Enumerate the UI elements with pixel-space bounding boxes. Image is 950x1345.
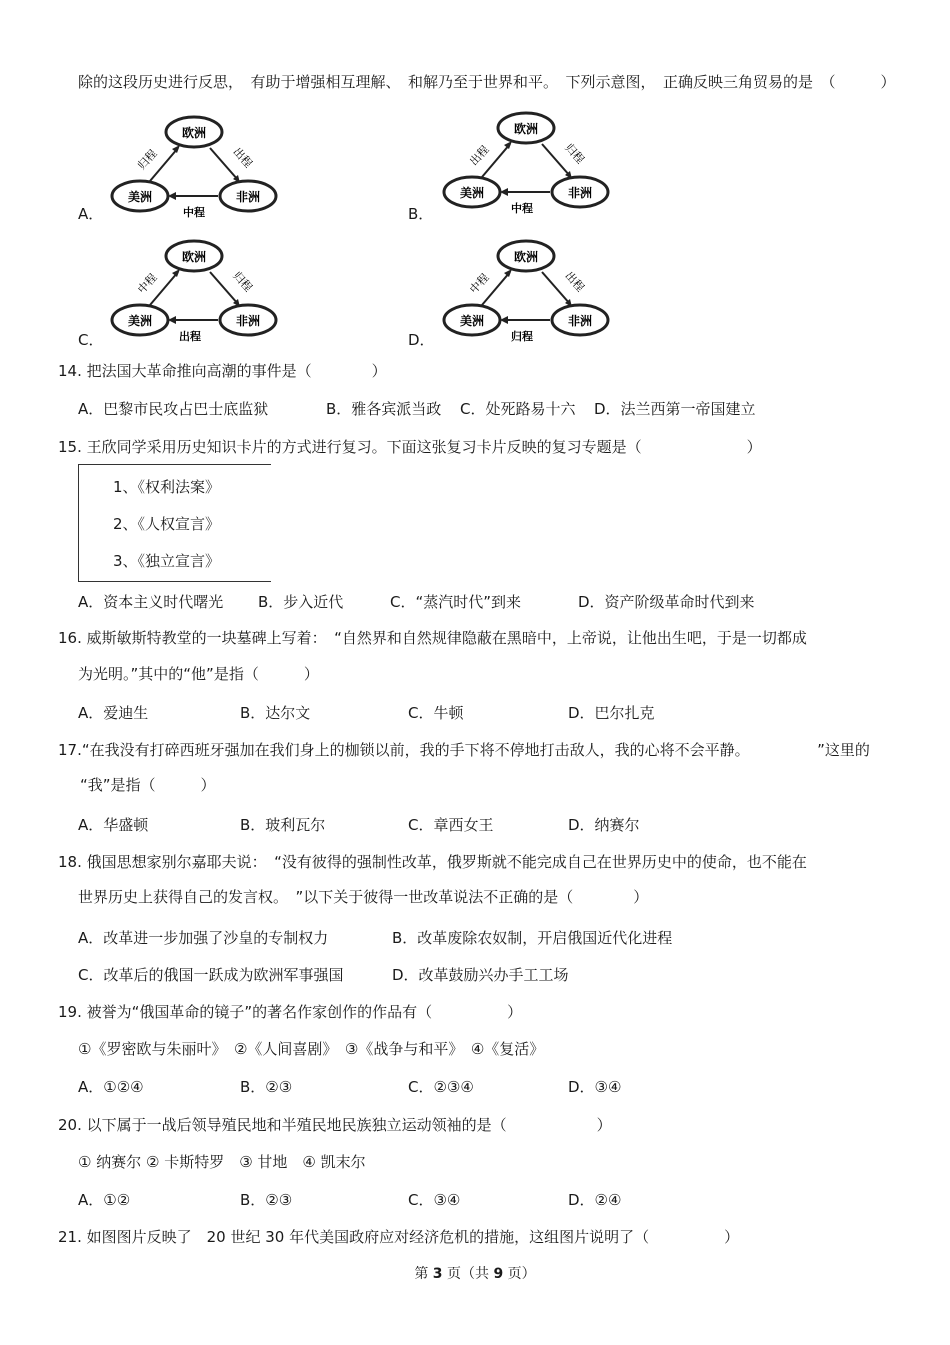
node-america-label: 美洲 xyxy=(459,186,485,200)
node-africa-label: 非洲 xyxy=(235,190,261,204)
q20-option-c[interactable]: C．③④ xyxy=(408,1191,461,1209)
node-africa-label: 非洲 xyxy=(567,186,593,200)
page-total: 9 xyxy=(493,1266,504,1282)
q19-option-b[interactable]: B．②③ xyxy=(240,1078,293,1096)
edge-bottom-label: 中程 xyxy=(511,202,533,215)
q20-option-d[interactable]: D．②④ xyxy=(568,1191,622,1209)
q15-stem: 15. 王欣同学采用历史知识卡片的方式进行复习。下面这张复习卡片反映的复习专题是（ ） xyxy=(58,438,762,456)
node-europe-label: 欧洲 xyxy=(513,250,539,264)
q13-stem: 除的这段历史进行反思， 有助于增强相互理解、 和解乃至于世界和平。 下列示意图， 正确反映三角贸易的是 （ ） xyxy=(78,73,896,91)
node-africa-label: 非洲 xyxy=(567,314,593,328)
q14-option-d[interactable]: D．法兰西第一帝国建立 xyxy=(594,400,756,418)
q14-option-b[interactable]: B．雅各宾派当政 xyxy=(326,400,442,418)
option-d-letter[interactable]: D． xyxy=(408,331,435,349)
q17-stem-line2: “我”是指（ ） xyxy=(80,776,216,794)
edge-left-label: 中程 xyxy=(135,271,160,297)
option-c-letter[interactable]: C． xyxy=(78,331,104,349)
node-america-label: 美洲 xyxy=(127,314,153,328)
edge-left-label: 中程 xyxy=(467,271,492,297)
node-europe-label: 欧洲 xyxy=(181,126,207,140)
node-america-label: 美洲 xyxy=(459,314,485,328)
q14-option-a[interactable]: A．巴黎市民攻占巴士底监狱 xyxy=(78,400,269,418)
q20-option-b[interactable]: B．②③ xyxy=(240,1191,293,1209)
review-card xyxy=(78,464,271,582)
q14-stem: 14. 把法国大革命推向高潮的事件是（ ） xyxy=(58,362,387,380)
q17-stem-line1: 17.“在我没有打碎西班牙强加在我们身上的枷锁以前，我的手下将不停地打击敌人，我的心将不会平静。 ”这里的 xyxy=(58,741,870,759)
q20-items: ① 纳赛尔 ② 卡斯特罗 ③ 甘地 ④ 凯末尔 xyxy=(78,1153,366,1171)
node-europe-label: 欧洲 xyxy=(513,122,539,136)
q15-option-d[interactable]: D．资产阶级革命时代到来 xyxy=(578,593,755,611)
q19-option-d[interactable]: D．③④ xyxy=(568,1078,622,1096)
edge-right-label: 出程 xyxy=(230,145,255,171)
q19-stem: 19. 被誉为“俄国革命的镜子”的著名作家创作的作品有（ ） xyxy=(58,1003,523,1021)
trade-diagram-b xyxy=(438,108,618,218)
q19-option-a[interactable]: A．①②④ xyxy=(78,1078,144,1096)
q17-option-a[interactable]: A．华盛顿 xyxy=(78,816,149,834)
q18-option-b[interactable]: B．改革废除农奴制，开启俄国近代化进程 xyxy=(392,929,673,947)
q18-option-c[interactable]: C．改革后的俄国一跃成为欧洲军事强国 xyxy=(78,966,344,984)
edge-right-label: 归程 xyxy=(230,269,255,295)
card-item: 2、《人权宣言》 xyxy=(113,515,221,533)
q19-items: ①《罗密欧与朱丽叶》 ②《人间喜剧》 ③《战争与和平》 ④《复活》 xyxy=(78,1040,545,1058)
q16-option-b[interactable]: B．达尔文 xyxy=(240,704,311,722)
q16-option-c[interactable]: C．牛顿 xyxy=(408,704,464,722)
q21-stem: 21. 如图图片反映了 20 世纪 30 年代美国政府应对经济危机的措施，这组图片说明了（ ） xyxy=(58,1228,740,1246)
q18-stem-line1: 18. 俄国思想家别尔嘉耶夫说： “没有彼得的强制性改革，俄罗斯就不能完成自己在世界历史中的使命，也不能在 xyxy=(58,853,807,871)
option-b-letter[interactable]: B． xyxy=(408,205,434,223)
q19-option-c[interactable]: C．②③④ xyxy=(408,1078,474,1096)
edge-bottom-label: 出程 xyxy=(179,330,201,343)
q20-stem: 20. 以下属于一战后领导殖民地和半殖民地民族独立运动领袖的是（ ） xyxy=(58,1116,612,1134)
q17-option-c[interactable]: C．章西女王 xyxy=(408,816,494,834)
q15-option-b[interactable]: B．步入近代 xyxy=(258,593,344,611)
q15-option-c[interactable]: C．“蒸汽时代”到来 xyxy=(390,593,522,611)
q16-stem-line2: 为光明。”其中的“他”是指（ ） xyxy=(78,665,319,683)
option-a-letter[interactable]: A． xyxy=(78,205,104,223)
page-number: 3 xyxy=(432,1266,443,1282)
trade-diagram-a xyxy=(106,112,286,222)
edge-left-label: 出程 xyxy=(467,143,492,169)
trade-diagram-d xyxy=(438,236,618,346)
q20-option-a[interactable]: A．①② xyxy=(78,1191,131,1209)
card-item: 3、《独立宣言》 xyxy=(113,552,221,570)
q17-option-d[interactable]: D．纳赛尔 xyxy=(568,816,640,834)
q16-stem-line1: 16. 威斯敏斯特教堂的一块墓碑上写着： “自然界和自然规律隐蔽在黑暗中，上帝说，让他出生吧，于是一切都成 xyxy=(58,629,807,647)
q15-option-a[interactable]: A．资本主义时代曙光 xyxy=(78,593,224,611)
edge-right-label: 归程 xyxy=(562,141,587,167)
page-footer: 第 3 页（共 9 页） xyxy=(414,1266,536,1282)
q18-stem-line2: 世界历史上获得自己的发言权。 ”以下关于彼得一世改革说法不正确的是（ ） xyxy=(78,888,649,906)
q16-option-d[interactable]: D．巴尔扎克 xyxy=(568,704,655,722)
trade-diagram-c xyxy=(106,236,286,346)
edge-left-label: 归程 xyxy=(135,147,160,173)
card-item: 1、《权利法案》 xyxy=(113,478,221,496)
q16-option-a[interactable]: A．爱迪生 xyxy=(78,704,149,722)
edge-bottom-label: 归程 xyxy=(511,330,533,343)
q17-option-b[interactable]: B．玻利瓦尔 xyxy=(240,816,326,834)
q18-option-d[interactable]: D．改革鼓励兴办手工工场 xyxy=(392,966,569,984)
edge-bottom-label: 中程 xyxy=(183,206,205,219)
node-europe-label: 欧洲 xyxy=(181,250,207,264)
edge-right-label: 出程 xyxy=(562,269,587,295)
node-america-label: 美洲 xyxy=(127,190,153,204)
node-africa-label: 非洲 xyxy=(235,314,261,328)
q18-option-a[interactable]: A．改革进一步加强了沙皇的专制权力 xyxy=(78,929,329,947)
q14-option-c[interactable]: C．处死路易十六 xyxy=(460,400,576,418)
